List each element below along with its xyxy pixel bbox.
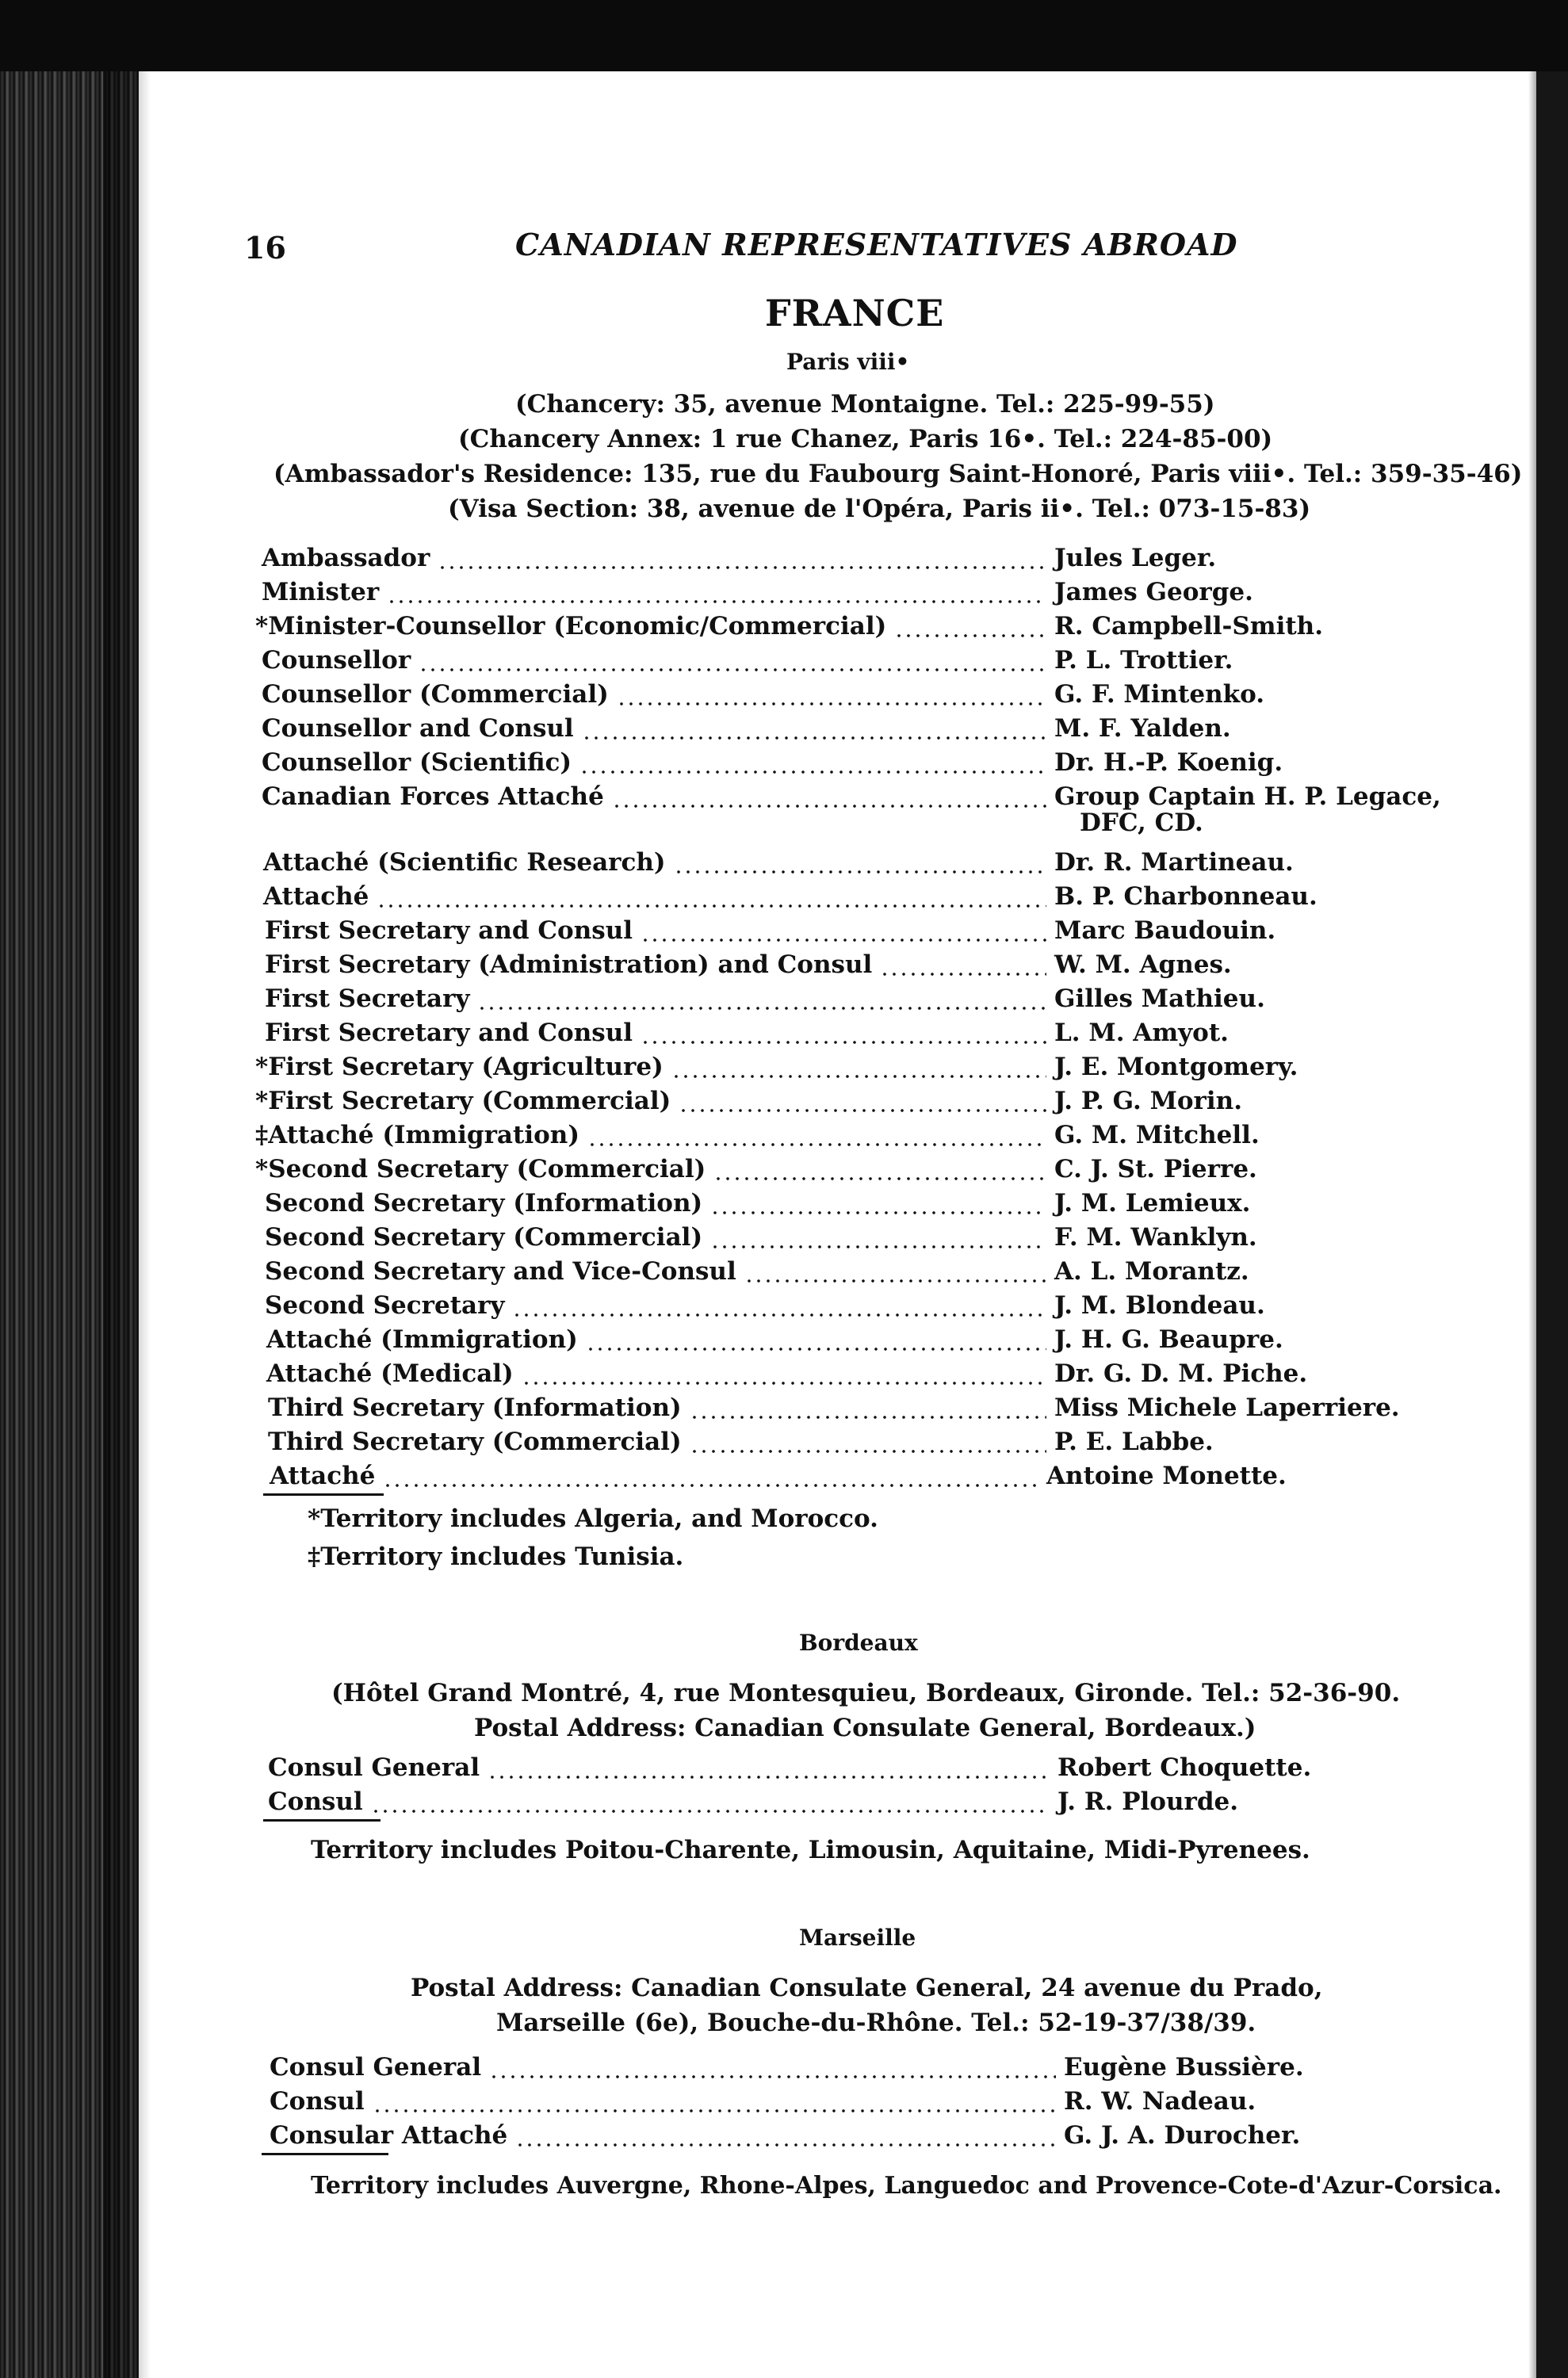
staff-name: A. L. Morantz. [1054, 1257, 1249, 1286]
staff-title: Second Secretary [265, 1291, 505, 1320]
marseille-address-line: Marseille (6e), Bouche-du-Rhône. Tel.: 52-19-37/38/39. [496, 2009, 1256, 2037]
dot-leader [674, 870, 1046, 874]
staff-name: M. F. Yalden. [1054, 714, 1231, 743]
dot-leader [641, 939, 1046, 942]
staff-name: Jules Leger. [1054, 544, 1217, 572]
staff-title: Consular Attaché [270, 2121, 508, 2150]
dot-leader [587, 1143, 1046, 1146]
dot-leader [579, 770, 1046, 774]
staff-name: P. L. Trottier. [1054, 646, 1233, 675]
section-rule [263, 1819, 381, 1822]
dot-leader [713, 1177, 1046, 1180]
staff-title: Attaché (Immigration) [266, 1325, 578, 1354]
page-number: 16 [244, 230, 286, 266]
marseille-heading: Marseille [799, 1925, 916, 1951]
staff-name: James George. [1054, 578, 1253, 606]
staff-title: *First Secretary (Commercial) [255, 1087, 671, 1115]
paris-address-line: (Ambassador's Residence: 135, rue du Faubourg Saint-Honoré, Paris viii•. Tel.: 359-35-46) [273, 460, 1523, 488]
dot-leader [894, 634, 1046, 637]
staff-title: *Minister-Counsellor (Economic/Commercial) [255, 612, 887, 640]
staff-name: Dr. G. D. M. Piche. [1054, 1359, 1308, 1388]
dot-leader [586, 1348, 1046, 1351]
bordeaux-territory: Territory includes Poitou-Charente, Limousin, Aquitaine, Midi-Pyrenees. [311, 1836, 1310, 1864]
staff-name: F. M. Wanklyn. [1054, 1223, 1257, 1252]
staff-name: R. W. Nadeau. [1064, 2087, 1256, 2116]
staff-name: G. J. A. Durocher. [1064, 2121, 1301, 2150]
dot-leader [582, 736, 1046, 740]
staff-title: *Second Secretary (Commercial) [255, 1155, 706, 1183]
staff-title: Consul General [268, 1753, 480, 1782]
staff-name-continuation: DFC, CD. [1080, 809, 1203, 837]
staff-name: Miss Michele Laperriere. [1054, 1394, 1400, 1422]
footnote: ‡Territory includes Tunisia. [308, 1543, 684, 1571]
dot-leader [438, 566, 1046, 569]
country-heading: FRANCE [765, 292, 945, 335]
dot-leader [515, 2143, 1056, 2147]
page-edge-shadow [1528, 71, 1536, 2378]
staff-title: Attaché (Scientific Research) [263, 848, 666, 877]
staff-title: *First Secretary (Agriculture) [255, 1053, 664, 1081]
staff-name: Eugène Bussière. [1064, 2053, 1304, 2082]
bordeaux-address-line: Postal Address: Canadian Consulate General, Bordeaux.) [474, 1714, 1256, 1742]
staff-title: Third Secretary (Information) [268, 1394, 682, 1422]
paris-address-line: (Visa Section: 38, avenue de l'Opéra, Paris ii•. Tel.: 073-15-83) [448, 495, 1311, 523]
staff-title: Second Secretary (Commercial) [265, 1223, 703, 1252]
dot-leader [512, 1313, 1046, 1317]
marseille-address-line: Postal Address: Canadian Consulate General, 24 avenue du Prado, [411, 1974, 1323, 2002]
staff-title: Minister [262, 578, 380, 606]
staff-title: First Secretary (Administration) and Consul [265, 950, 873, 979]
dot-leader [641, 1041, 1046, 1044]
dot-leader [690, 1450, 1046, 1453]
staff-name: P. E. Labbe. [1054, 1428, 1214, 1456]
dot-leader [383, 1484, 1038, 1487]
staff-title: Counsellor (Scientific) [262, 748, 572, 777]
staff-title: Third Secretary (Commercial) [268, 1428, 682, 1456]
staff-title: Second Secretary (Information) [265, 1189, 703, 1218]
dot-leader [371, 1810, 1050, 1813]
dot-leader [880, 973, 1046, 976]
scan-right-border [1536, 71, 1568, 2378]
staff-name: Antoine Monette. [1046, 1462, 1287, 1490]
dot-leader [612, 805, 1046, 808]
dot-leader [522, 1382, 1046, 1385]
dot-leader [710, 1245, 1046, 1248]
dot-leader [489, 2075, 1056, 2078]
staff-name: J. P. G. Morin. [1054, 1087, 1242, 1115]
bordeaux-heading: Bordeaux [799, 1630, 918, 1656]
staff-name: J. M. Lemieux. [1054, 1189, 1251, 1218]
dot-leader [477, 1007, 1046, 1010]
staff-title: First Secretary and Consul [265, 916, 633, 945]
staff-title: Canadian Forces Attaché [262, 782, 604, 811]
staff-name: Marc Baudouin. [1054, 916, 1276, 945]
staff-title: Attaché [270, 1462, 376, 1490]
paris-heading: Paris viii• [786, 349, 910, 375]
dot-leader [373, 2109, 1056, 2112]
staff-title: Consul [268, 1787, 363, 1816]
staff-name: Dr. H.-P. Koenig. [1054, 748, 1283, 777]
staff-name: G. F. Mintenko. [1054, 680, 1265, 709]
dot-leader [488, 1776, 1050, 1779]
staff-name: G. M. Mitchell. [1054, 1121, 1260, 1149]
staff-title: Consul General [270, 2053, 482, 2082]
staff-name: Robert Choquette. [1057, 1753, 1312, 1782]
staff-name: J. E. Montgomery. [1054, 1053, 1298, 1081]
dot-leader [690, 1416, 1046, 1419]
section-rule [262, 2153, 388, 2155]
staff-name: Dr. R. Martineau. [1054, 848, 1294, 877]
staff-title: ‡Attaché (Immigration) [255, 1121, 579, 1149]
staff-name: L. M. Amyot. [1054, 1019, 1229, 1047]
dot-leader [671, 1075, 1046, 1078]
staff-name: B. P. Charbonneau. [1054, 882, 1318, 911]
staff-title: Ambassador [262, 544, 430, 572]
staff-title: First Secretary and Consul [265, 1019, 633, 1047]
section-rule [263, 1493, 384, 1496]
paris-address-line: (Chancery Annex: 1 rue Chanez, Paris 16•. Tel.: 224-85-00) [458, 425, 1273, 453]
staff-title: Counsellor and Consul [262, 714, 574, 743]
staff-name: C. J. St. Pierre. [1054, 1155, 1257, 1183]
staff-name: J. R. Plourde. [1057, 1787, 1239, 1816]
paris-address-line: (Chancery: 35, avenue Montaigne. Tel.: 225-99-55) [515, 390, 1215, 419]
staff-name: Gilles Mathieu. [1054, 984, 1265, 1013]
dot-leader [744, 1279, 1046, 1283]
bordeaux-address-line: (Hôtel Grand Montré, 4, rue Montesquieu, Bordeaux, Gironde. Tel.: 52-36-90. [331, 1679, 1401, 1707]
dot-leader [419, 668, 1046, 671]
staff-name: W. M. Agnes. [1054, 950, 1232, 979]
staff-title: Counsellor [262, 646, 411, 675]
staff-title: First Secretary [265, 984, 470, 1013]
staff-title: Counsellor (Commercial) [262, 680, 609, 709]
dot-leader [377, 904, 1046, 908]
marseille-territory: Territory includes Auvergne, Rhone-Alpes, Languedoc and Provence-Cote-d'Azur-Corsica. [311, 2172, 1502, 2200]
staff-name: R. Campbell-Smith. [1054, 612, 1324, 640]
scan-top-border [0, 0, 1568, 71]
running-head: CANADIAN REPRESENTATIVES ABROAD [515, 227, 1238, 262]
dot-leader [387, 600, 1046, 603]
staff-name: J. H. G. Beaupre. [1054, 1325, 1283, 1354]
staff-title: Attaché [263, 882, 369, 911]
dot-leader [679, 1109, 1046, 1112]
spine-shadow [103, 71, 151, 2378]
staff-name: Group Captain H. P. Legace, [1054, 782, 1441, 811]
staff-name: J. M. Blondeau. [1054, 1291, 1265, 1320]
staff-title: Consul [270, 2087, 365, 2116]
footnote: *Territory includes Algeria, and Morocco. [308, 1504, 878, 1533]
dot-leader [710, 1211, 1046, 1214]
staff-title: Second Secretary and Vice-Consul [265, 1257, 736, 1286]
staff-title: Attaché (Medical) [266, 1359, 514, 1388]
dot-leader [617, 702, 1046, 705]
